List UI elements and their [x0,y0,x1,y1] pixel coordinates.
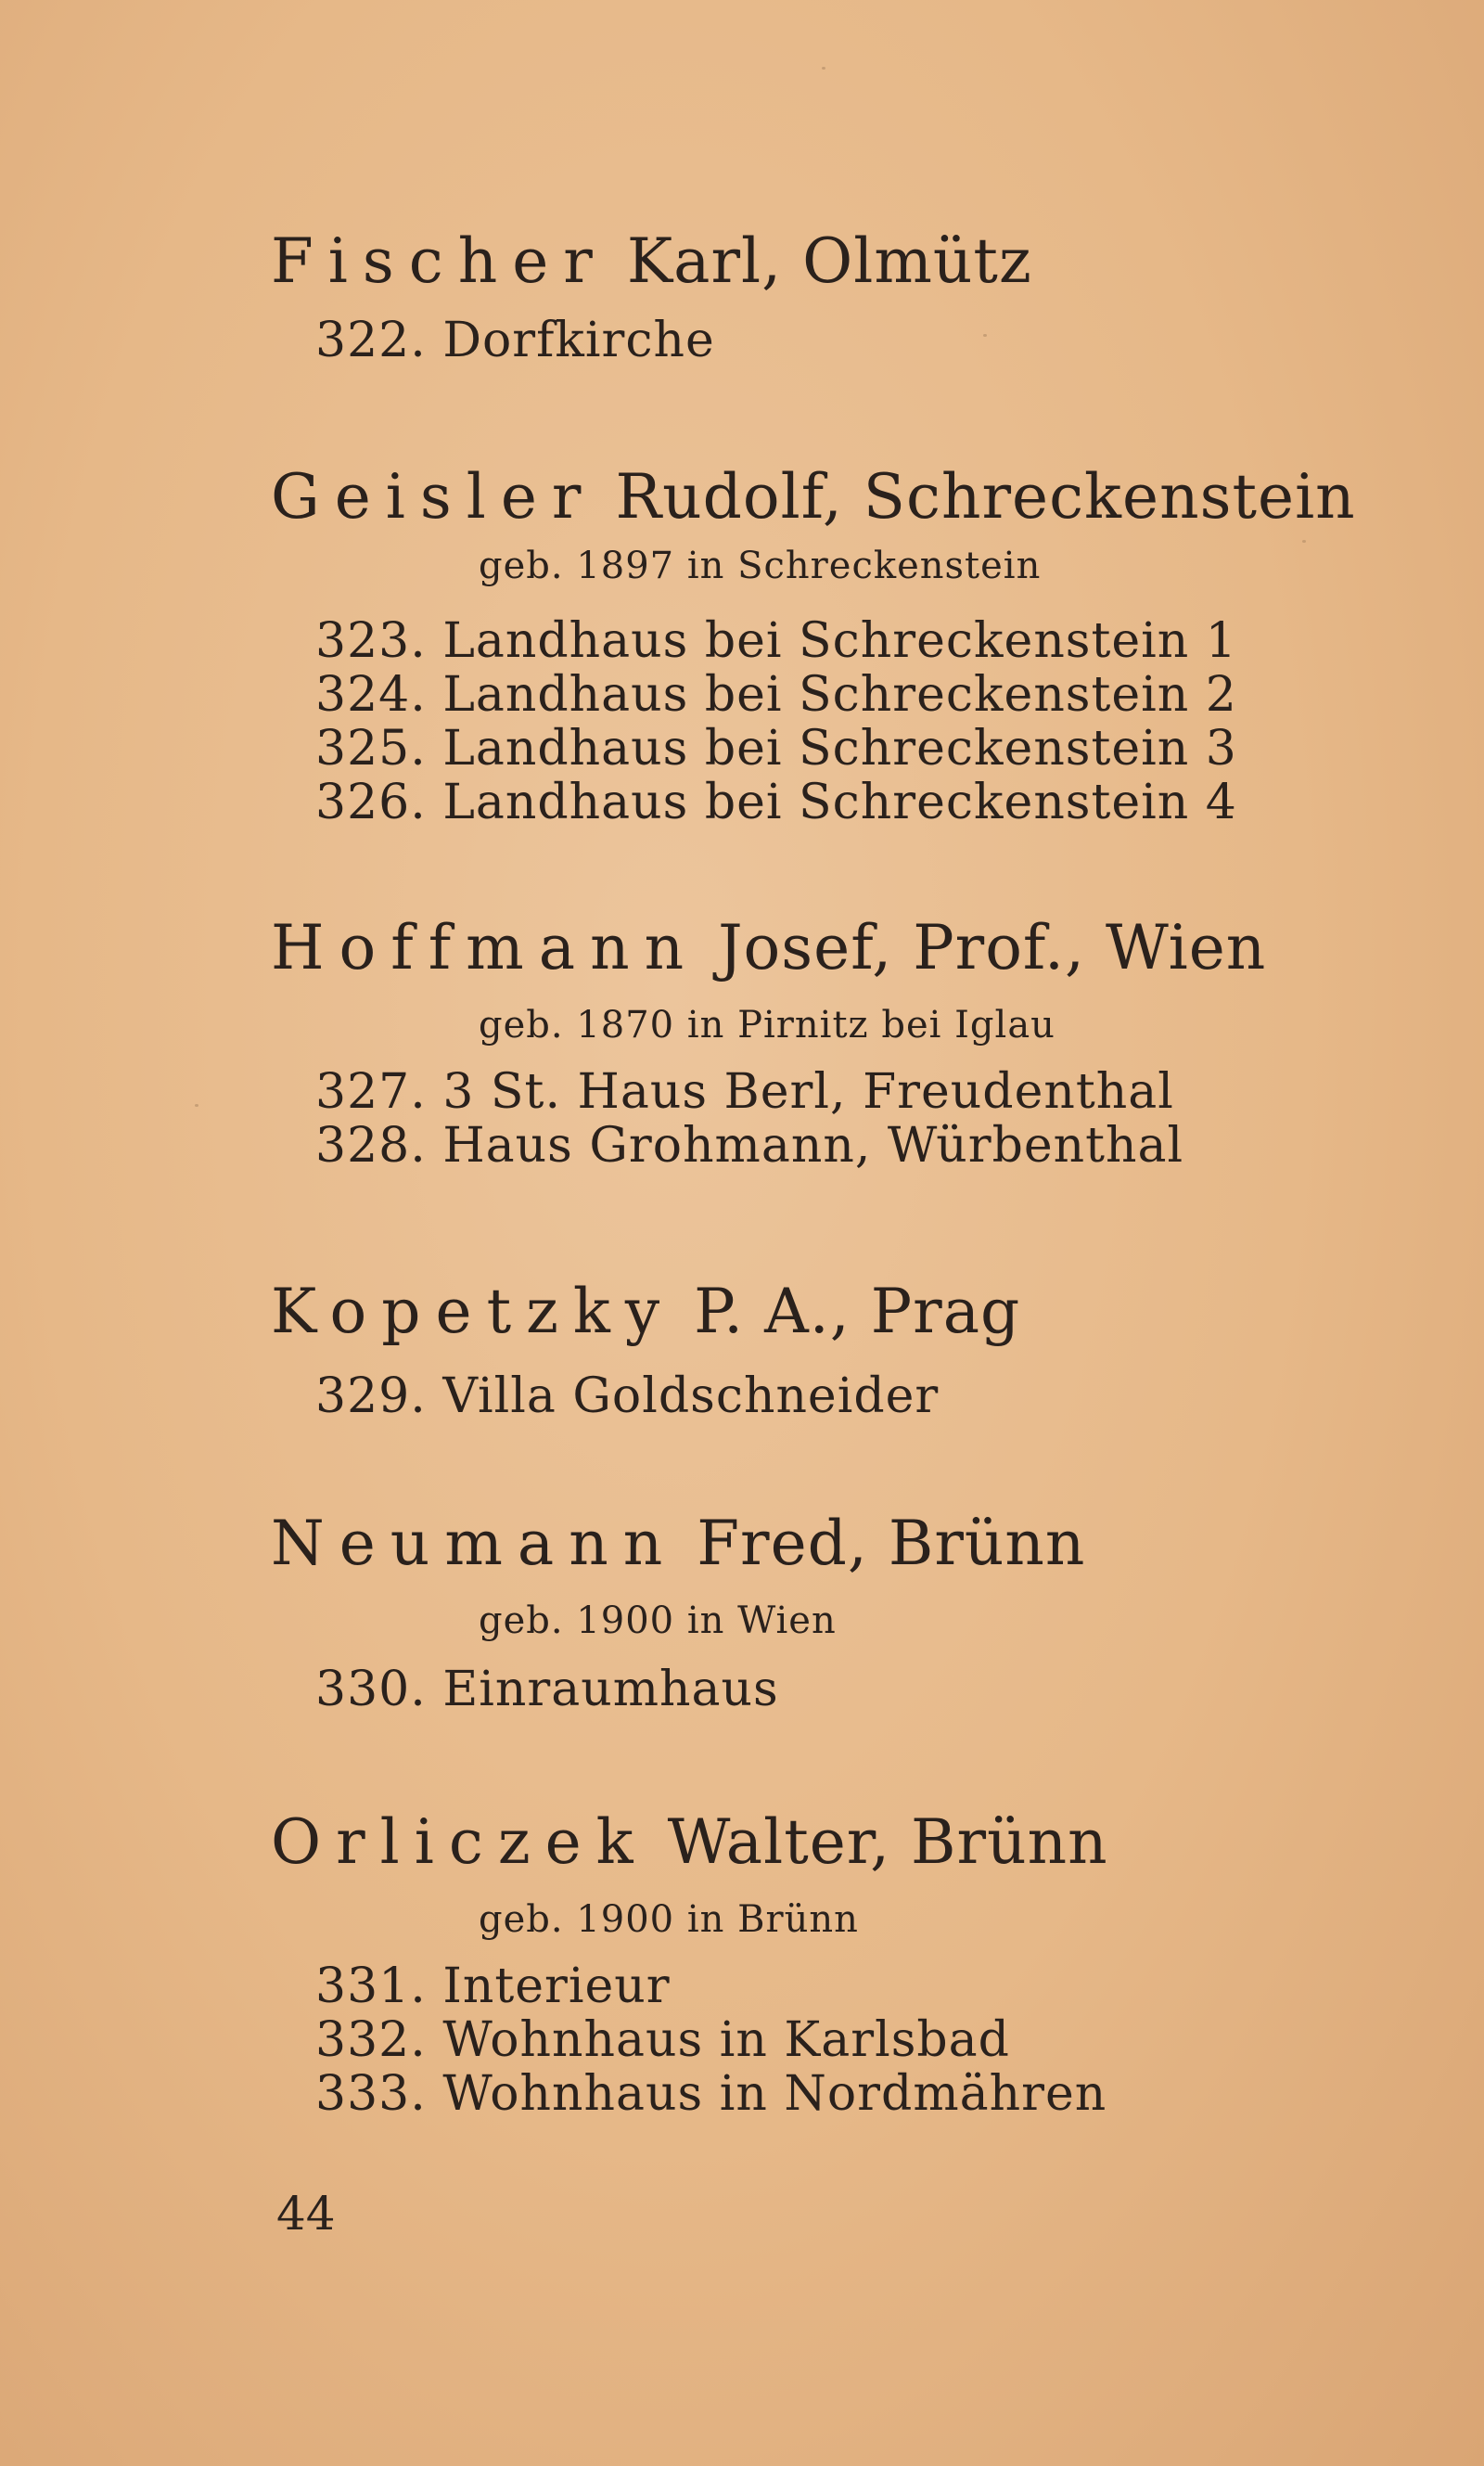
paper-speck [1302,540,1306,543]
work-title: Haus Grohmann, Würbenthal [442,1118,1184,1174]
work-entry [315,1065,1183,1119]
work-title: Einraumhaus [442,1662,779,1717]
architect-name-location: P. A., Prag [694,1276,1021,1347]
work-number: 323. [315,613,427,669]
architect-name-location: Josef, Prof., Wien [718,912,1267,983]
work-list [315,1663,779,1716]
work-entry [315,1663,779,1716]
work-title: Landhaus bei Schreckenstein 4 [442,775,1237,830]
work-title: Villa Goldschneider [442,1368,940,1424]
work-number: 324. [315,667,427,723]
work-list [315,1065,1183,1173]
architect-name-location: Karl, Olmütz [626,225,1032,297]
work-number: 326. [315,775,427,830]
work-title: Landhaus bei Schreckenstein 1 [442,613,1237,669]
architect-surname: Hoffmann [271,912,699,983]
architect-surname: Kopetzky [271,1276,675,1347]
architect-name-location: Fred, Brünn [697,1508,1086,1579]
architect-heading [271,460,1356,534]
work-title: Landhaus bei Schreckenstein 2 [442,667,1237,723]
architect-surname: Neumann [271,1508,678,1579]
work-title: 3 St. Haus Berl, Freudenthal [442,1064,1174,1120]
work-title: Interieur [442,1959,671,2014]
work-entry [315,1119,1183,1173]
work-entry [315,2067,1107,2121]
work-number: 330. [315,1662,427,1717]
work-number: 325. [315,721,427,777]
work-entry [315,668,1237,722]
architect-heading [271,1275,1020,1349]
work-entry [315,1369,939,1423]
architect-surname: Geisler [271,461,596,533]
work-list [315,614,1237,829]
birth-info: geb. 1900 in Brünn [479,1898,859,1941]
work-entry [315,614,1237,668]
birth-info: geb. 1897 in Schreckenstein [479,545,1042,587]
work-number: 329. [315,1368,427,1424]
architect-heading [271,1805,1108,1880]
architect-name-location: Rudolf, Schreckenstein [615,461,1356,533]
architect-heading [271,225,1032,299]
work-number: 331. [315,1959,427,2014]
architect-surname: Orliczek [271,1806,648,1878]
work-list [315,1369,939,1423]
paper-speck [195,1104,198,1107]
page-number: 44 [276,2187,336,2241]
work-entry [315,776,1237,829]
work-title: Wohnhaus in Nordmähren [442,2066,1107,2122]
architect-heading [271,911,1266,985]
work-entry [315,1959,1107,2013]
work-number: 328. [315,1118,427,1174]
architect-name-location: Walter, Brünn [667,1806,1108,1878]
work-number: 322. [315,313,427,368]
work-title: Landhaus bei Schreckenstein 3 [442,721,1237,777]
architect-heading [271,1507,1085,1581]
paper-speck [983,334,987,337]
work-title: Dorfkirche [442,313,715,368]
paper-speck [822,67,825,70]
work-list [315,314,715,367]
architect-surname: Fischer [271,225,608,297]
work-entry [315,722,1237,776]
work-number: 327. [315,1064,427,1120]
work-entry [315,314,715,367]
work-number: 332. [315,2012,427,2068]
work-title: Wohnhaus in Karlsbad [442,2012,1010,2068]
work-number: 333. [315,2066,427,2122]
work-list [315,1959,1107,2121]
birth-info: geb. 1870 in Pirnitz bei Iglau [479,1004,1055,1047]
birth-info: geb. 1900 in Wien [479,1599,837,1642]
work-entry [315,2013,1107,2067]
